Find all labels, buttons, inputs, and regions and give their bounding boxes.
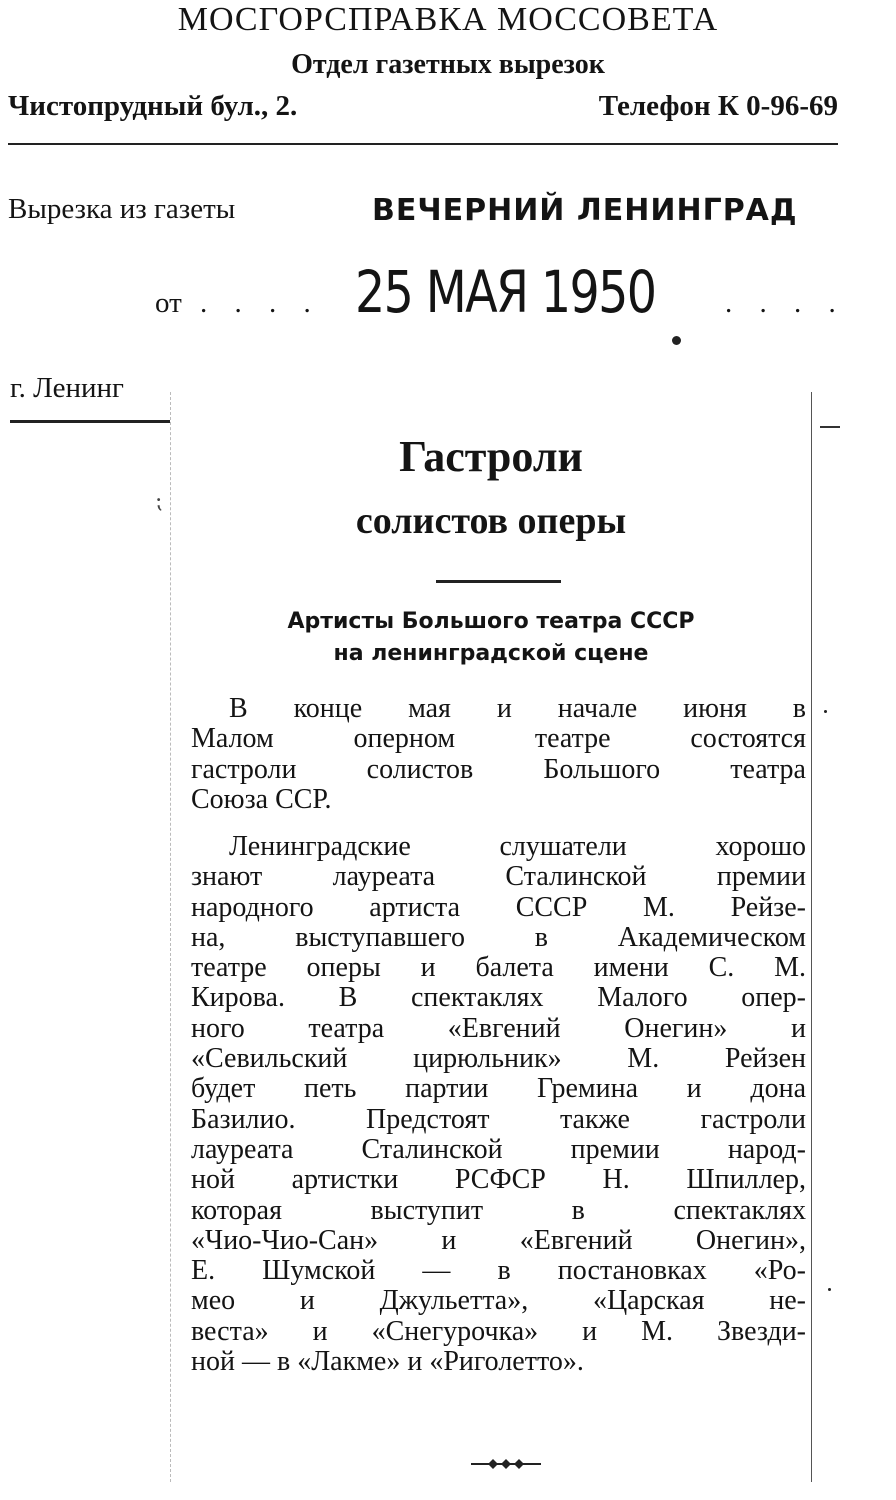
text-line: Союза ССР. [191,783,332,815]
city-label: г. Ленинг [10,372,124,404]
agency-title: МОСГОРСПРАВКА МОССОВЕТА [177,1,719,38]
text-line: Кирова. В спектаклях Малого опер- [191,982,806,1014]
headline-line2: солистов оперы [355,500,627,542]
clipping-label: Вырезка из газеты [8,193,236,225]
text-line: Малом оперном театре состоятся [191,723,806,755]
text-line: мео и Джульетта», «Царская не- [191,1285,806,1317]
date-leader-dots: . . . . [200,287,321,319]
ink-speck [828,1288,831,1291]
header-rule [8,143,838,145]
right-rule-fragment [820,426,840,428]
paragraph-2 [191,832,806,1377]
headline-separator [436,580,561,583]
department-name: Отдел газетных вырезок [291,49,605,80]
address: Чистопрудный бул., 2. [8,90,298,122]
text-line: на, выступавшего в Академическом [191,921,806,953]
newspaper-name: ВЕЧЕРНИЙ ЛЕНИНГРАД [372,193,798,228]
date-prefix: от [155,287,182,319]
ink-speck [824,710,827,713]
newspaper-clipping [170,392,812,1482]
date-trailing-dots: . . . . [725,287,846,319]
text-line: ного театра «Евгений Онегин» и [191,1012,806,1044]
text-line: Е. Шумской — в постановках «Ро- [191,1255,806,1287]
headline-line1: Гастроли [399,432,583,481]
text-line: Ленинградские слушатели хорошо [229,831,806,862]
date-stamp: 25 МАЯ 1950 [355,258,656,326]
text-line: народного артиста СССР М. Рейзе- [191,891,806,923]
text-line: Базилио. Предстоят также гастроли [191,1103,806,1135]
text-line: ной артистки РСФСР Н. Шпиллер, [191,1164,806,1196]
paragraph-1 [191,694,806,815]
text-line: будет петь партии Гремина и дона [191,1073,806,1105]
paste-mark: ⁏ [155,488,163,513]
text-line: гастроли солистов Большого театра [191,753,806,785]
text-line: ной — в «Лакме» и «Риголетто». [191,1346,584,1378]
text-line: веста» и «Снегурочка» и М. Звезди- [191,1315,806,1347]
subheading-line2: на ленинградской сцене [333,641,649,666]
text-line: знают лауреата Сталинской премии [191,861,806,893]
ink-speck [672,336,681,345]
end-ornament [471,1454,541,1474]
text-line: «Севильский цирюльник» М. Рейзен [191,1043,806,1075]
text-line: лауреата Сталинской премии народ- [191,1133,806,1165]
text-line: которая выступит в спектаклях [191,1194,806,1226]
subheading-line1: Артисты Большого театра СССР [287,609,695,634]
text-line: «Чио-Чио-Сан» и «Евгений Онегин», [191,1224,806,1256]
phone-number: Телефон К 0-96-69 [598,90,838,122]
text-line: театре оперы и балета имени С. М. [191,952,806,984]
text-line: В конце мая и начале июня в [229,693,806,724]
